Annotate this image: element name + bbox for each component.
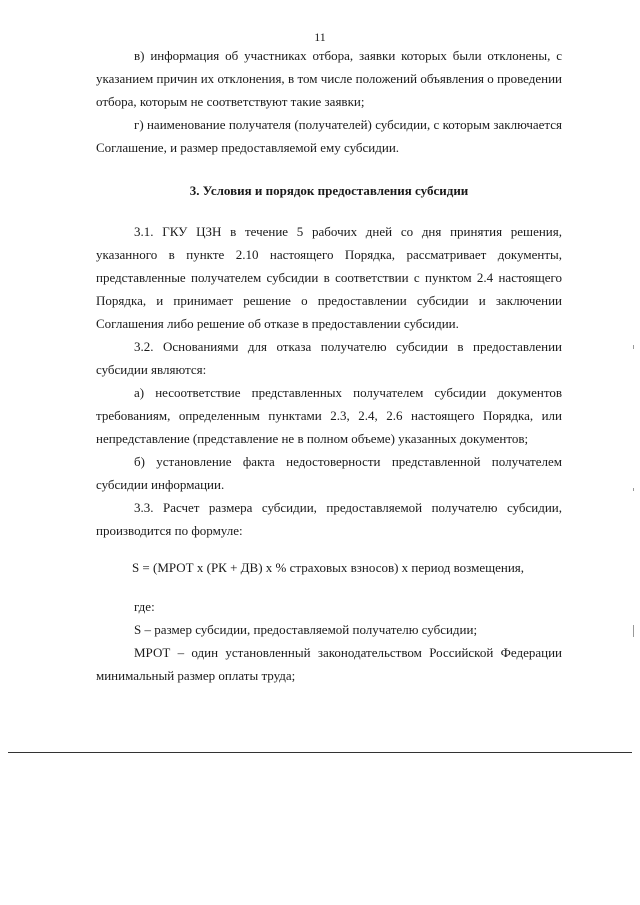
scan-mark	[633, 345, 634, 349]
paragraph-where: где:	[134, 599, 155, 614]
footer-rule	[8, 752, 632, 753]
scan-mark	[633, 625, 634, 637]
paragraph-3-3: 3.3. Расчет размера субсидии, предоставляемой получателю субсидии, производится по формуле:	[96, 500, 562, 538]
paragraph-v: в) информация об участниках отбора, заявки которых были отклонены, с указанием причин их отклонения, в том числе положений объявления о проведении отбора, которым не соответствуют такие заявки;	[96, 48, 562, 109]
paragraph-g: г) наименование получателя (получателей) субсидии, с которым заключается Соглашение, и размер предоставляемой ему субсидии.	[96, 117, 562, 155]
subsidy-formula: S = (МРОТ х (РК + ДВ) х % страховых взносов) х период возмещения,	[131, 560, 525, 575]
paragraph-3-1: 3.1. ГКУ ЦЗН в течение 5 рабочих дней со дня принятия решения, указанного в пункте 2.10 настоящего Порядка, рассматривает документы, представленные получателем субсидии в соответствии с пунктом 2.4 настоящего Порядка, и принимает решение о предоставлении субсидии и заключении Соглашения либо решение об отказе в предоставлении субсидии.	[96, 224, 562, 331]
paragraph-s-definition: S – размер субсидии, предоставляемой получателю субсидии;	[134, 622, 478, 637]
paragraph-a: а) несоответствие представленных получателем субсидии документов требованиям, определенным пунктами 2.3, 2.4, 2.6 настоящего Порядка, или непредставление (представление не в полном объеме) указанных документов;	[96, 385, 562, 446]
paragraph-mrot-definition: МРОТ – один установленный законодательством Российской Федерации минимальный размер оплаты труда;	[96, 645, 562, 683]
page-number: 11	[314, 30, 326, 44]
paragraph-b: б) установление факта недостоверности представленной получателем субсидии информации.	[96, 454, 562, 492]
section-heading: 3. Условия и порядок предоставления субсидии	[189, 183, 469, 198]
document-body	[96, 44, 562, 687]
paragraph-3-2: 3.2. Основаниями для отказа получателю субсидии в предоставлении субсидии являются:	[96, 339, 562, 377]
scan-mark	[633, 488, 634, 491]
